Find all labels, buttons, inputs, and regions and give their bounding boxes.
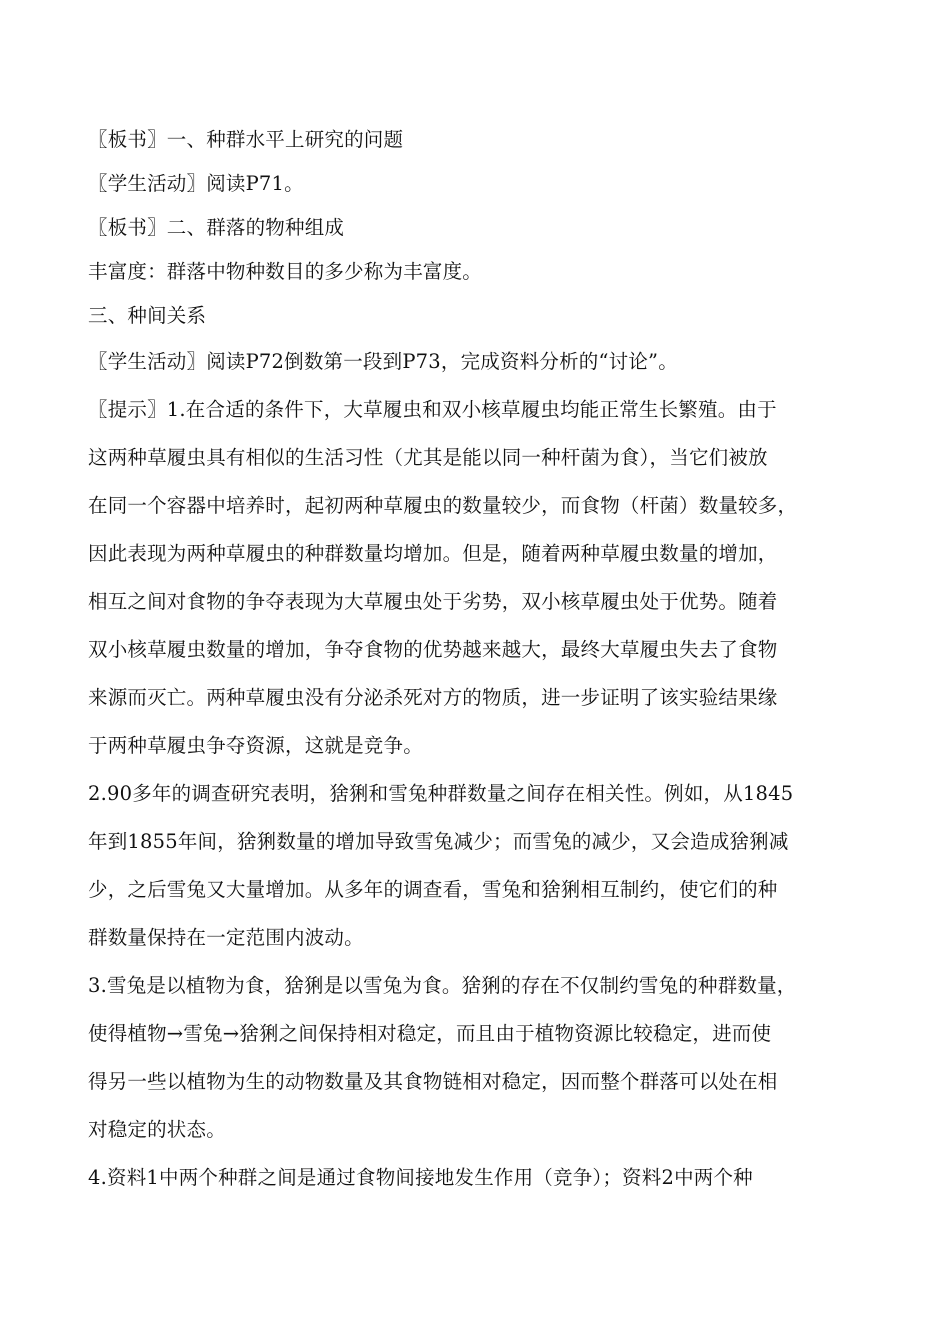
hint-paragraph-line: 这两种草履虫具有相似的生活习性（尤其是能以同一种杆菌为食），当它们被放 [88,446,768,469]
point-3-line: 得另一些以植物为生的动物数量及其食物链相对稳定，因而整个群落可以处在相 [88,1070,778,1093]
definition-richness: 丰富度：群落中物种数目的多少称为丰富度。 [88,260,483,283]
hint-paragraph-line: 〖提示〗1.在合适的条件下，大草履虫和双小核草履虫均能正常生长繁殖。由于 [88,398,777,421]
hint-paragraph-line: 于两种草履虫争夺资源，这就是竞争。 [88,734,423,757]
hint-paragraph-line: 因此表现为两种草履虫的种群数量均增加。但是，随着两种草履虫数量的增加， [88,542,778,565]
hint-paragraph-line: 来源而灭亡。两种草履虫没有分泌杀死对方的物质，进一步证明了该实验结果缘 [88,686,778,709]
hint-paragraph-line: 双小核草履虫数量的增加，争夺食物的优势越来越大，最终大草履虫失去了食物 [88,638,778,661]
point-4-line: 4.资料1中两个种群之间是通过食物间接地发生作用（竞争）；资料2中两个种 [88,1166,753,1189]
hint-paragraph-line: 在同一个容器中培养时，起初两种草履虫的数量较少，而食物（杆菌）数量较多， [88,494,798,517]
point-3-line: 使得植物→雪兔→猞猁之间保持相对稳定，而且由于植物资源比较稳定，进而使 [88,1022,772,1045]
point-2-line: 少，之后雪兔又大量增加。从多年的调查看，雪兔和猞猁相互制约，使它们的种 [88,878,778,901]
heading-interspecific-relations: 三、种间关系 [88,304,207,327]
heading-community-composition: 〖板书〗二、群落的物种组成 [88,216,345,239]
point-2-line: 群数量保持在一定范围内波动。 [88,926,364,949]
student-activity-read-p71: 〖学生活动〗阅读P71。 [88,172,304,195]
heading-population-level: 〖板书〗一、种群水平上研究的问题 [88,128,404,151]
point-2-line: 2.90多年的调查研究表明，猞猁和雪兔种群数量之间存在相关性。例如，从1845 [88,782,794,805]
point-3-line: 3.雪兔是以植物为食，猞猁是以雪兔为食。猞猁的存在不仅制约雪兔的种群数量， [88,974,797,997]
hint-paragraph-line: 相互之间对食物的争夺表现为大草履虫处于劣势，双小核草履虫处于优势。随着 [88,590,778,613]
point-3-line: 对稳定的状态。 [88,1118,226,1141]
student-activity-read-p72: 〖学生活动〗阅读P72倒数第一段到P73，完成资料分析的“讨论”。 [88,350,678,373]
point-2-line: 年到1855年间，猞猁数量的增加导致雪兔减少；而雪兔的减少，又会造成猞猁减 [88,830,789,853]
document-body [88,118,874,1202]
